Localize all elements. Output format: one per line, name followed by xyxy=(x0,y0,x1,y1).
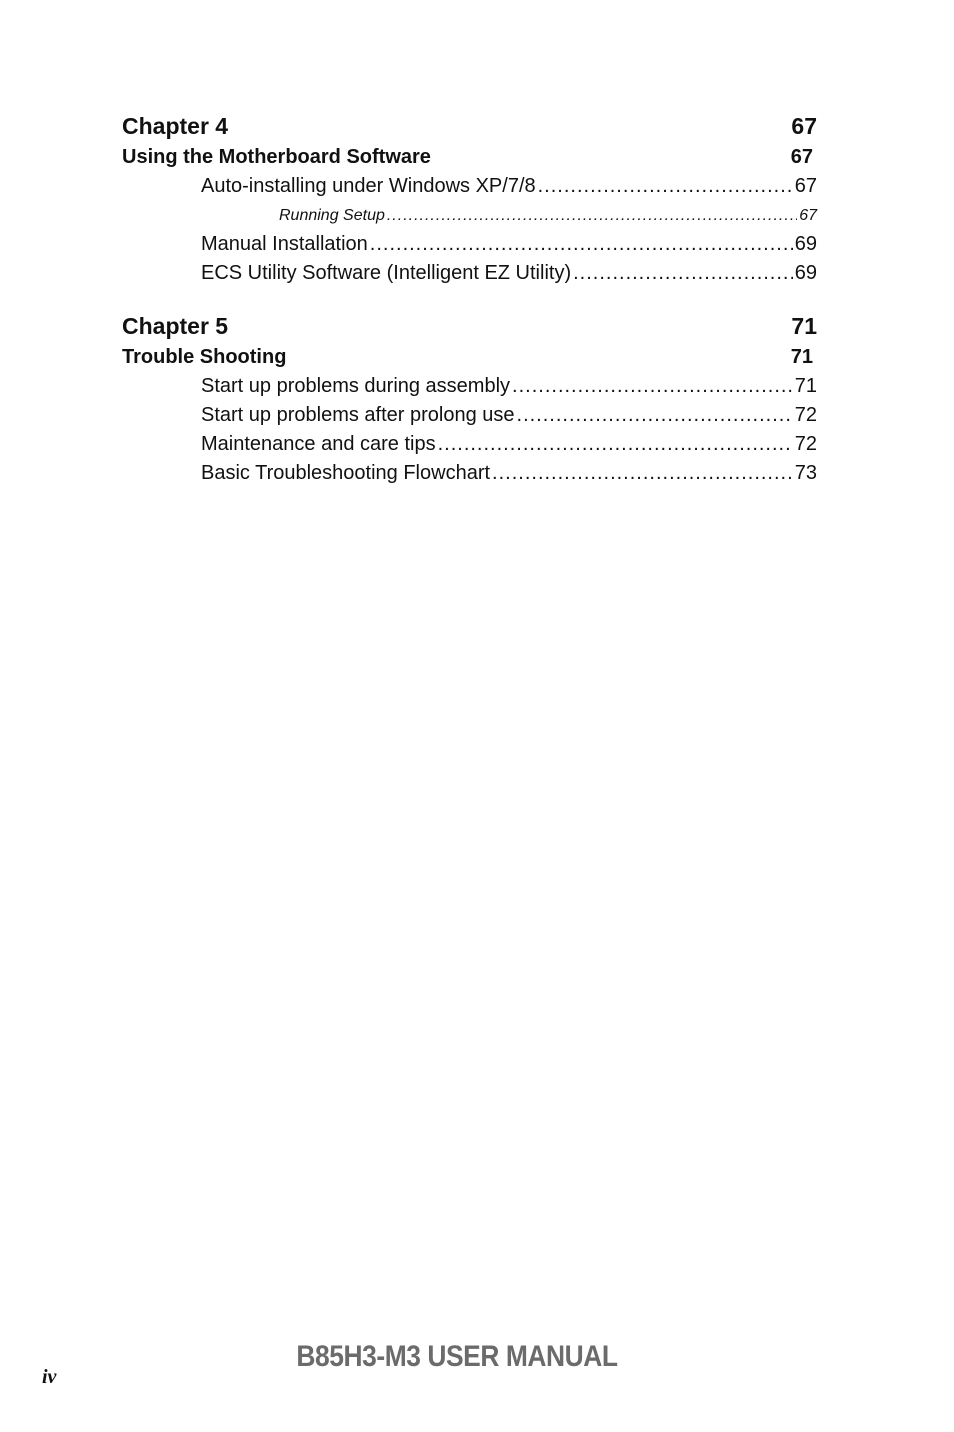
toc-entry-title: Start up problems after prolong use xyxy=(201,404,515,426)
dot-leader xyxy=(492,459,793,488)
section-page-number: 67 xyxy=(790,146,813,168)
toc-entry-page: 67 xyxy=(794,175,817,197)
toc-entry[interactable] xyxy=(122,372,817,401)
dot-leader xyxy=(517,401,793,430)
toc-entry-page: 72 xyxy=(794,433,817,455)
toc-entry[interactable] xyxy=(122,172,817,201)
section-heading[interactable] xyxy=(122,342,817,372)
chapter-4-block xyxy=(122,110,817,288)
toc-entry-page: 71 xyxy=(794,375,817,397)
dot-leader xyxy=(573,259,793,288)
chapter-5-block xyxy=(122,310,817,488)
toc-subentry[interactable] xyxy=(122,201,817,230)
toc-entry-page: 69 xyxy=(794,233,817,255)
toc-entry-page: 69 xyxy=(794,262,817,284)
section-page-number: 71 xyxy=(790,346,813,368)
chapter-title: Chapter 4 xyxy=(122,113,229,139)
toc-entry[interactable] xyxy=(122,259,817,288)
page-number: iv xyxy=(42,1366,57,1388)
manual-title: B85H3-M3 USER MANUAL xyxy=(296,1340,618,1373)
toc-entry-title: Auto-installing under Windows XP/7/8 xyxy=(201,175,536,197)
toc-entry-title: ECS Utility Software (Intelligent EZ Utility) xyxy=(201,262,572,284)
section-title: Trouble Shooting xyxy=(122,346,287,368)
chapter-page-number: 67 xyxy=(791,113,817,139)
dot-leader xyxy=(387,201,797,230)
toc-entry-title: Manual Installation xyxy=(201,233,368,255)
toc-entry[interactable] xyxy=(122,430,817,459)
dot-leader xyxy=(370,230,793,259)
toc-entry-title: Maintenance and care tips xyxy=(201,433,436,455)
toc-entry[interactable] xyxy=(122,401,817,430)
toc-entry-title: Basic Troubleshooting Flowchart xyxy=(201,462,491,484)
section-title: Using the Motherboard Software xyxy=(122,146,431,168)
section-heading[interactable] xyxy=(122,142,817,172)
chapter-heading[interactable] xyxy=(122,110,817,142)
toc-entry-page: 73 xyxy=(794,462,817,484)
toc-entry-title: Running Setup xyxy=(279,207,385,224)
chapter-page-number: 71 xyxy=(791,313,817,339)
toc-entry-title: Start up problems during assembly xyxy=(201,375,511,397)
toc-entry-page: 72 xyxy=(794,404,817,426)
dot-leader xyxy=(538,172,793,201)
chapter-heading[interactable] xyxy=(122,310,817,342)
toc-entry[interactable] xyxy=(122,459,817,488)
dot-leader xyxy=(438,430,793,459)
table-of-contents xyxy=(122,110,817,510)
chapter-title: Chapter 5 xyxy=(122,313,229,339)
toc-entry-page: 67 xyxy=(799,207,817,224)
dot-leader xyxy=(512,372,793,401)
toc-entry[interactable] xyxy=(122,230,817,259)
